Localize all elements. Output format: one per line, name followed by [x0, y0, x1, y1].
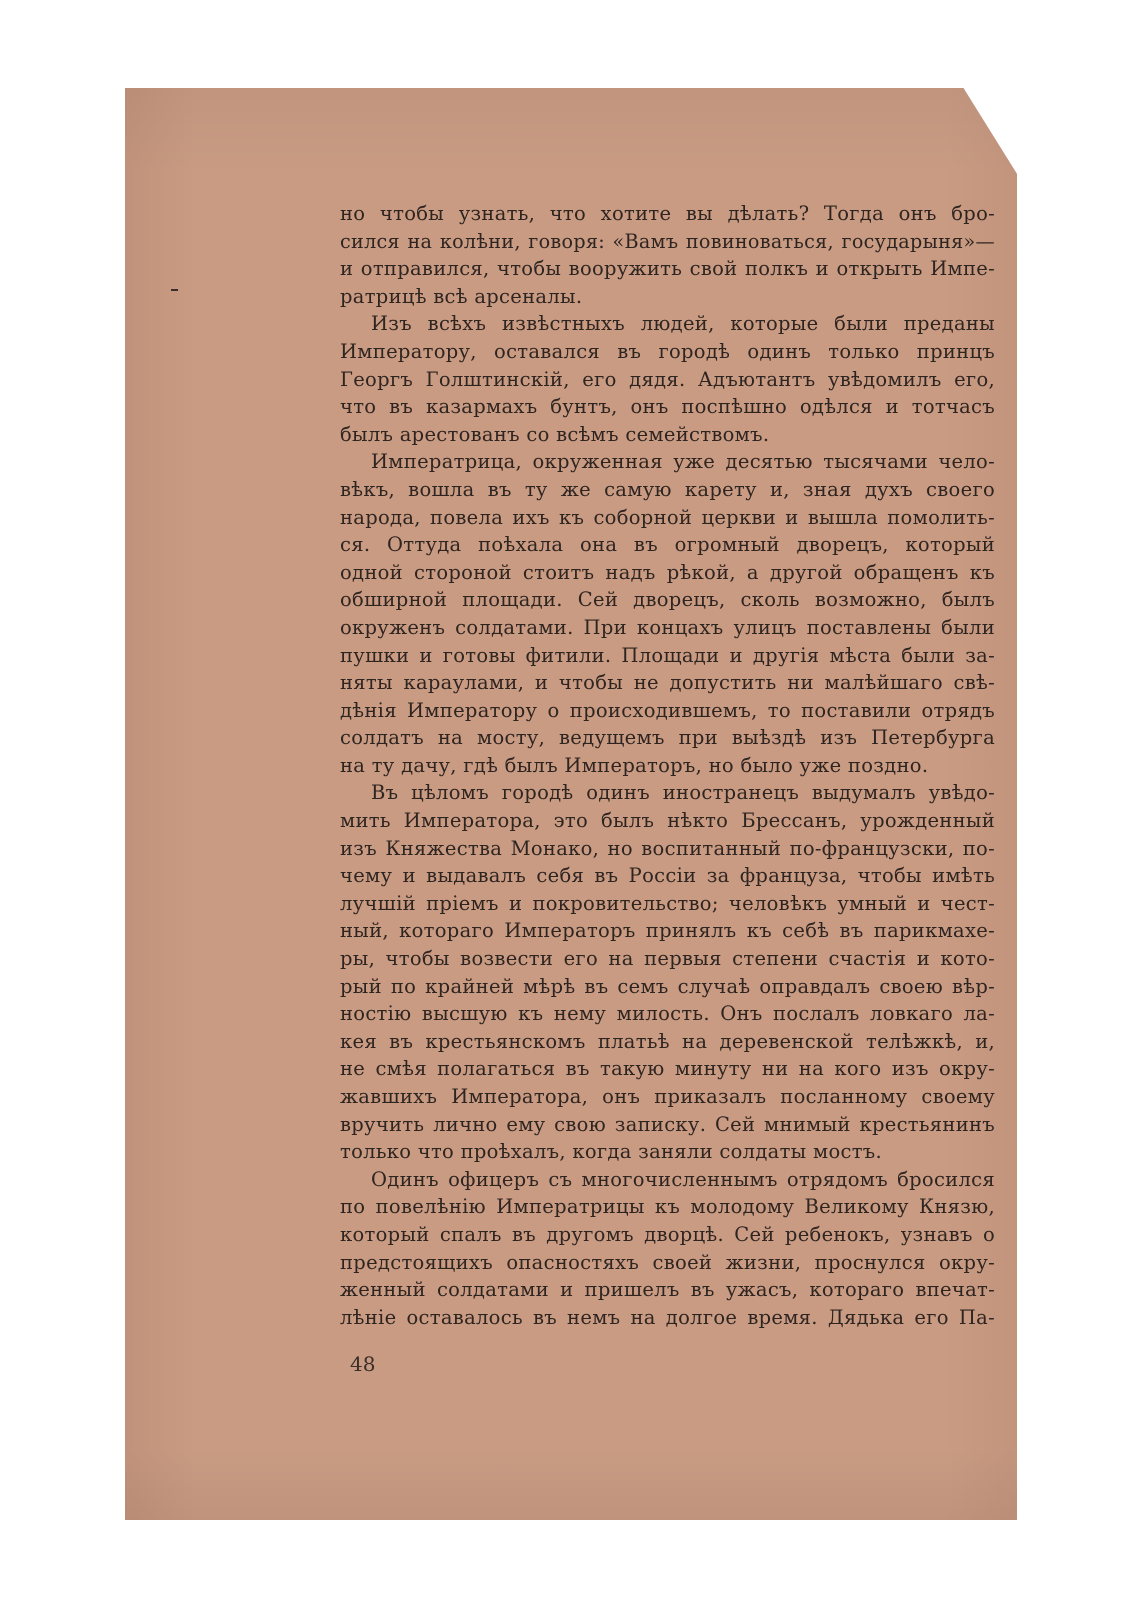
text-line: ный, котораго Императоръ принялъ къ себѣ въ парикмахе- — [340, 919, 995, 943]
text-line: изъ Княжества Монако, но воспитанный по-французски, по- — [340, 836, 995, 860]
text-line: Георгъ Голштинскій, его дядя. Адъютантъ увѣдомилъ его, — [340, 367, 995, 391]
text-line: только что проѣхалъ, когда заняли солдаты мостъ. — [340, 1140, 882, 1164]
text-line: одной стороной стоитъ надъ рѣкой, а другой обращенъ къ — [340, 560, 995, 584]
text-line: сился на колѣни, говоря: «Вамъ повиноваться, государыня»— — [340, 229, 995, 253]
text-line: что въ казармахъ бунтъ, онъ поспѣшно одѣлся и тотчасъ — [340, 395, 995, 419]
text-line: женный солдатами и пришелъ въ ужасъ, котораго впечат- — [340, 1278, 995, 1302]
text-line: обширной площади. Сей дворецъ, сколь возможно, былъ — [340, 588, 995, 612]
text-line: кея въ крестьянскомъ платьѣ на деревенской телѣжкѣ, и, — [340, 1029, 995, 1053]
text-line: Императору, оставался въ городѣ одинъ только принцъ — [340, 339, 995, 363]
text-line: лѣніе оставалось въ немъ на долгое время. Дядька его Па- — [340, 1305, 995, 1329]
text-line: солдатъ на мосту, ведущемъ при выѣздѣ изъ Петербурга — [340, 726, 995, 750]
text-line: народа, повела ихъ къ соборной церкви и вышла помолить- — [340, 505, 995, 529]
text-line: дѣнія Императору о происходившемъ, то поставили отрядъ — [340, 698, 995, 722]
text-line: мить Императора, это былъ нѣкто Брессанъ, урожденный — [340, 809, 995, 833]
text-line: ратрицѣ всѣ арсеналы. — [340, 284, 583, 308]
text-line: который спалъ въ другомъ дворцѣ. Сей ребенокъ, узнавъ о — [340, 1222, 995, 1246]
text-line: ся. Оттуда поѣхала она въ огромный дворецъ, который — [340, 533, 995, 557]
text-line: по повелѣнію Императрицы къ молодому Великому Князю, — [340, 1195, 995, 1219]
margin-mark — [171, 289, 178, 291]
page-number: 48 — [350, 1352, 376, 1376]
text-line: окруженъ солдатами. При концахъ улицъ поставлены были — [340, 615, 995, 639]
text-line: няты караулами, и чтобы не допустить ни малѣйшаго свѣ- — [340, 671, 995, 695]
text-line: вручить лично ему свою записку. Сей мнимый крестьянинъ — [340, 1112, 995, 1136]
text-line: ры, чтобы возвести его на первыя степени счастія и кото- — [340, 947, 995, 971]
text-line: на ту дачу, гдѣ былъ Императоръ, но было уже поздно. — [340, 753, 929, 777]
text-line: Императрица, окруженная уже десятью тысячами чело- — [371, 450, 995, 474]
text-line: вѣкъ, вошла въ ту же самую карету и, зная духъ своего — [340, 477, 995, 501]
text-line: ностію высшую къ нему милость. Онъ послалъ ловкаго ла- — [340, 1002, 995, 1026]
text-line: Одинъ офицеръ съ многочисленнымъ отрядомъ бросился — [371, 1167, 995, 1191]
text-line: Въ цѣломъ городѣ одинъ иностранецъ выдумалъ увѣдо- — [371, 781, 995, 805]
text-line: жавшихъ Императора, онъ приказалъ посланному своему — [340, 1085, 995, 1108]
text-line: былъ арестованъ со всѣмъ семействомъ. — [340, 422, 770, 446]
text-line: лучшій пріемъ и покровительство; человѣкъ умный и чест- — [340, 891, 995, 915]
body-text — [340, 200, 995, 1331]
text-line: чему и выдавалъ себя въ Россіи за француза, чтобы имѣть — [340, 864, 995, 888]
text-line: не смѣя полагаться въ такую минуту ни на кого изъ окру- — [340, 1057, 995, 1081]
text-line: но чтобы узнать, что хотите вы дѣлать? Тогда онъ бро- — [340, 202, 995, 225]
text-line: рый по крайней мѣрѣ въ семъ случаѣ оправдалъ своею вѣр- — [340, 974, 995, 998]
text-line: и отправился, чтобы вооружить свой полкъ и открыть Импе- — [340, 257, 995, 281]
text-line: пушки и готовы фитили. Площади и другія мѣста были за- — [340, 643, 995, 667]
text-line: Изъ всѣхъ извѣстныхъ людей, которые были преданы — [371, 312, 995, 336]
text-line: предстоящихъ опасностяхъ своей жизни, проснулся окру- — [340, 1250, 995, 1274]
